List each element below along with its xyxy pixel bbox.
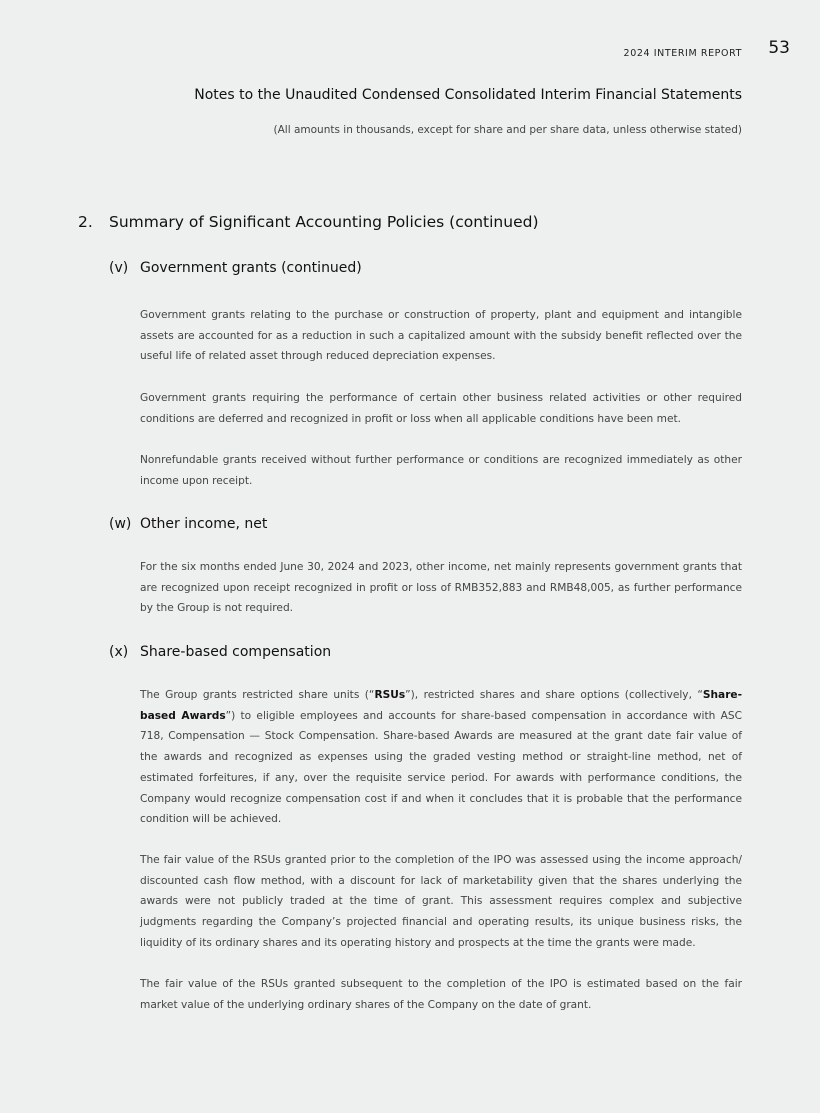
subsection-index: (x) [109,644,129,660]
notes-title: Notes to the Unaudited Condensed Consolidated Interim Financial Statements [194,87,742,103]
subsection-heading-x [109,644,331,660]
subsection-index: (w) [109,516,132,532]
section-heading [78,213,539,231]
paragraph: Government grants relating to the purchase or construction of property, plant and equipment and intangible assets are accounted for as a reduction in such a capitalized amount with the subsidy benefit reflected over the useful life of related asset through reduced depreciation expenses. [140,309,742,363]
page-number: 53 [768,38,790,58]
paragraph [140,685,742,830]
term-rsus: RSUs [374,689,406,701]
subsection-title: Share-based compensation [140,644,332,660]
text-run: ”), restricted shares and share options (collectively, “ [405,689,703,701]
paragraph: Nonrefundable grants received without further performance or conditions are recognized immediately as other income upon receipt. [140,454,742,487]
paragraph: The fair value of the RSUs granted prior to the completion of the IPO was assessed using the income approach/ discounted cash flow method, with a discount for lack of marketability given that the shares underlying the awards were not publicly traded at the time of grant. This assessment requires complex and subjective judgments regarding the Company’s projected financial and operating results, its unique business risks, the liquidity of its ordinary shares and its operating history and prospects at the time the grants were made. [140,854,742,949]
notes-subtitle: (All amounts in thousands, except for share and per share data, unless otherwise stated) [273,124,742,136]
subsection-index: (v) [109,260,129,276]
subsection-heading-v [109,260,362,276]
report-label: 2024 INTERIM REPORT [623,48,742,59]
subsection-heading-w [109,516,267,532]
paragraph: For the six months ended June 30, 2024 and 2023, other income, net mainly represents government grants that are recognized upon receipt recognized in profit or loss of RMB352,883 and RMB48,005, as further performance by the Group is not required. [140,561,742,615]
paragraph: Government grants requiring the performance of certain other business related activities or other required conditions are deferred and recognized in profit or loss when all applicable conditions have been met. [140,392,742,425]
text-run: The Group grants restricted share units (“ [140,689,375,701]
section-number: 2. [78,213,93,231]
subsection-title: Other income, net [140,516,268,532]
text-run: ”) to eligible employees and accounts for share-based compensation in accordance with ASC 718, Compensation — Stock Compensation. Share-based Awards are measured at the grant date fair value of the awards and recognized as expenses using the graded vesting method or straight-line method, net of estimated forfeitures, if any, over the requisite service period. For awards with performance conditions, the Company would recognize compensation cost if and when it concludes that it is probable that the performance condition will be achieved. [140,709,742,826]
section-title: Summary of Significant Accounting Policies (continued) [109,213,539,231]
subsection-title: Government grants (continued) [140,260,362,276]
term-share-based-awards: Share-based Awards [140,689,743,722]
paragraph: The fair value of the RSUs granted subsequent to the completion of the IPO is estimated based on the fair market value of the underlying ordinary shares of the Company on the date of grant. [140,978,742,1011]
